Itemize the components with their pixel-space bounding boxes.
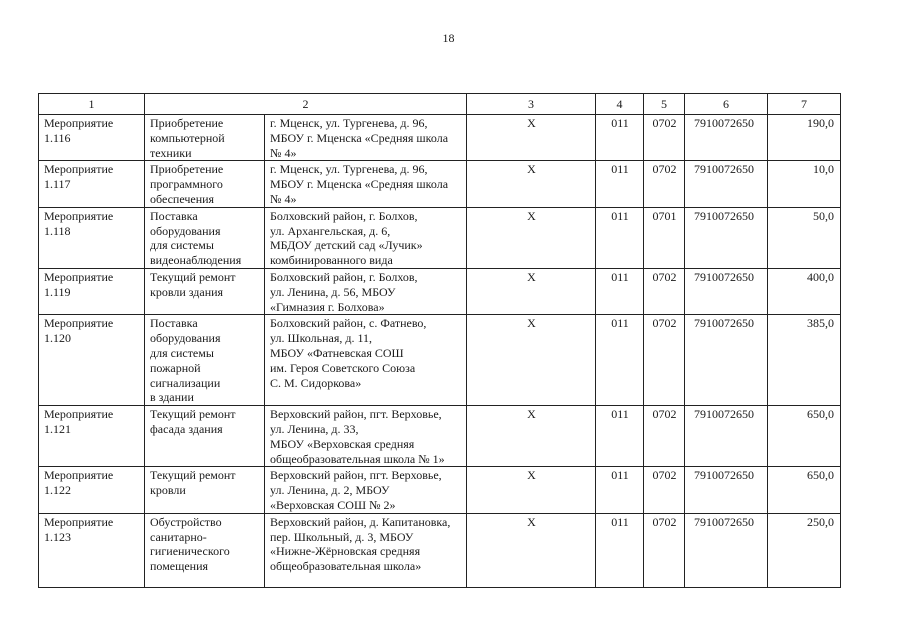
- header-cell: 4: [596, 94, 644, 115]
- amount-cell: 650,0: [768, 406, 841, 467]
- header-cell: 3: [467, 94, 596, 115]
- header-cell: 5: [644, 94, 685, 115]
- column-4-cell: 011: [596, 315, 644, 406]
- column-4-cell: 011: [596, 115, 644, 161]
- column-5-cell: 0702: [644, 315, 685, 406]
- amount-cell: 385,0: [768, 315, 841, 406]
- address-cell: г. Мценск, ул. Тургенева, д. 96, МБОУ г. Мценска «Средняя школа № 4»: [265, 161, 467, 207]
- column-6-cell: 7910072650: [685, 406, 768, 467]
- event-id-cell: Мероприятие 1.117: [39, 161, 145, 207]
- table-row: [39, 406, 841, 467]
- event-id-cell: Мероприятие 1.121: [39, 406, 145, 467]
- event-title-cell: Поставка оборудования для системы видеонаблюдения: [145, 207, 265, 268]
- event-id-cell: Мероприятие 1.122: [39, 467, 145, 513]
- table-row: [39, 161, 841, 207]
- column-6-cell: 7910072650: [685, 115, 768, 161]
- column-3-cell: X: [467, 161, 596, 207]
- column-3-cell: X: [467, 115, 596, 161]
- column-5-cell: 0702: [644, 406, 685, 467]
- amount-cell: 10,0: [768, 161, 841, 207]
- amount-cell: 50,0: [768, 207, 841, 268]
- header-cell: 2: [145, 94, 467, 115]
- column-3-cell: X: [467, 315, 596, 406]
- event-id-cell: Мероприятие 1.120: [39, 315, 145, 406]
- event-id-cell: Мероприятие 1.116: [39, 115, 145, 161]
- column-4-cell: 011: [596, 406, 644, 467]
- column-6-cell: 7910072650: [685, 467, 768, 513]
- table-row: [39, 315, 841, 406]
- event-title-cell: Текущий ремонт кровли: [145, 467, 265, 513]
- column-3-cell: X: [467, 268, 596, 314]
- column-3-cell: X: [467, 513, 596, 587]
- address-cell: Верховский район, д. Капитановка, пер. Школьный, д. 3, МБОУ «Нижне-Жёрновская средняя общеобразовательная школа»: [265, 513, 467, 587]
- column-3-cell: X: [467, 467, 596, 513]
- header-cell: 1: [39, 94, 145, 115]
- column-5-cell: 0702: [644, 268, 685, 314]
- column-4-cell: 011: [596, 467, 644, 513]
- column-6-cell: 7910072650: [685, 268, 768, 314]
- event-title-cell: Поставка оборудования для системы пожарной сигнализации в здании: [145, 315, 265, 406]
- address-cell: Болховский район, г. Болхов, ул. Архангельская, д. 6, МБДОУ детский сад «Лучик» комбинированного вида: [265, 207, 467, 268]
- address-cell: г. Мценск, ул. Тургенева, д. 96, МБОУ г. Мценска «Средняя школа № 4»: [265, 115, 467, 161]
- amount-cell: 250,0: [768, 513, 841, 587]
- address-cell: Болховский район, с. Фатнево, ул. Школьная, д. 11, МБОУ «Фатневская СОШ им. Героя Советского Союза С. М. Сидоркова»: [265, 315, 467, 406]
- table-row: [39, 513, 841, 587]
- amount-cell: 650,0: [768, 467, 841, 513]
- page-number: 18: [442, 31, 455, 45]
- event-id-cell: Мероприятие 1.123: [39, 513, 145, 587]
- column-3-cell: X: [467, 207, 596, 268]
- column-3-cell: X: [467, 406, 596, 467]
- budget-table: [38, 93, 841, 588]
- column-4-cell: 011: [596, 513, 644, 587]
- event-id-cell: Мероприятие 1.118: [39, 207, 145, 268]
- table-row: [39, 115, 841, 161]
- event-id-cell: Мероприятие 1.119: [39, 268, 145, 314]
- column-6-cell: 7910072650: [685, 315, 768, 406]
- table-row: [39, 207, 841, 268]
- column-6-cell: 7910072650: [685, 207, 768, 268]
- amount-cell: 190,0: [768, 115, 841, 161]
- table-row: [39, 268, 841, 314]
- column-6-cell: 7910072650: [685, 513, 768, 587]
- header-cell: 7: [768, 94, 841, 115]
- column-5-cell: 0702: [644, 161, 685, 207]
- column-4-cell: 011: [596, 207, 644, 268]
- column-5-cell: 0702: [644, 115, 685, 161]
- amount-cell: 400,0: [768, 268, 841, 314]
- event-title-cell: Обустройство санитарно- гигиенического помещения: [145, 513, 265, 587]
- column-4-cell: 011: [596, 268, 644, 314]
- column-6-cell: 7910072650: [685, 161, 768, 207]
- address-cell: Верховский район, пгт. Верховье, ул. Ленина, д. 33, МБОУ «Верховская средняя общеобразовательная школа № 1»: [265, 406, 467, 467]
- event-title-cell: Текущий ремонт фасада здания: [145, 406, 265, 467]
- column-4-cell: 011: [596, 161, 644, 207]
- event-title-cell: Текущий ремонт кровли здания: [145, 268, 265, 314]
- header-cell: 6: [685, 94, 768, 115]
- event-title-cell: Приобретение компьютерной техники: [145, 115, 265, 161]
- table-header-row: [39, 94, 841, 115]
- address-cell: Болховский район, г. Болхов, ул. Ленина, д. 56, МБОУ «Гимназия г. Болхова»: [265, 268, 467, 314]
- event-title-cell: Приобретение программного обеспечения: [145, 161, 265, 207]
- column-5-cell: 0701: [644, 207, 685, 268]
- address-cell: Верховский район, пгт. Верховье, ул. Ленина, д. 2, МБОУ «Верховская СОШ № 2»: [265, 467, 467, 513]
- table-row: [39, 467, 841, 513]
- column-5-cell: 0702: [644, 467, 685, 513]
- column-5-cell: 0702: [644, 513, 685, 587]
